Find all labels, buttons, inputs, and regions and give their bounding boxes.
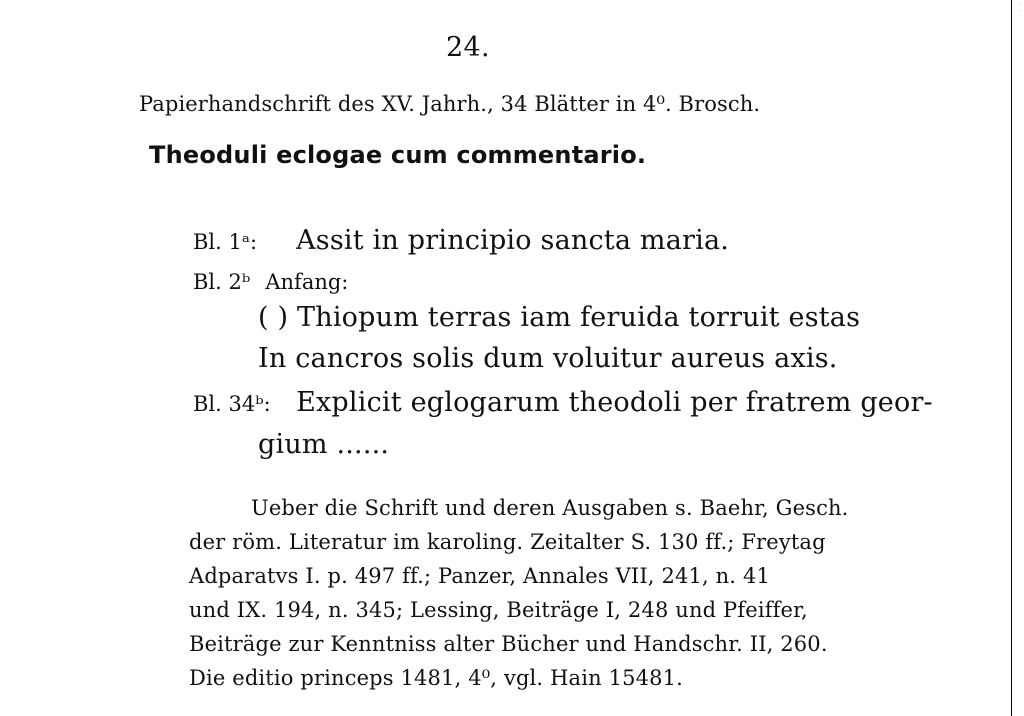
bibliographic-note xyxy=(189,491,967,695)
note-line: der röm. Literatur im karoling. Zeitalter S. 130 ff.; Freytag xyxy=(189,530,826,554)
note-line xyxy=(189,491,967,525)
note-line-text: Ueber die Schrift und deren Ausgaben s. Baehr, Gesch. xyxy=(251,496,849,520)
manuscript-metadata: Papierhandschrift des XV. Jahrh., 34 Blätter in 4⁰. Brosch. xyxy=(139,92,761,116)
entry-folio-1a xyxy=(193,225,729,256)
entry-text: Assit in principio sancta maria. xyxy=(296,225,730,256)
note-line: Beiträge zur Kenntniss alter Bücher und Handschr. II, 260. xyxy=(189,632,828,656)
poem-line-2: In cancros solis dum voluitur aureus axis. xyxy=(258,343,838,374)
edge-marks: · · xyxy=(1017,0,1021,15)
note-line: Die editio princeps 1481, 4⁰, vgl. Hain 15481. xyxy=(189,666,683,690)
scan-edge xyxy=(1011,0,1024,716)
poem-line-1: ( ) Thiopum terras iam feruida torruit estas xyxy=(258,302,861,333)
entry-reference: Bl. 34ᵇ: xyxy=(193,392,271,416)
entry-text: Explicit eglogarum theodoli per fratrem geor- xyxy=(296,387,933,418)
note-line: und IX. 194, n. 345; Lessing, Beiträge I, 248 und Pfeiffer, xyxy=(189,598,808,622)
entry-folio-34b xyxy=(193,387,933,418)
entry-label: Anfang: xyxy=(265,270,349,294)
page-number: 24. xyxy=(446,32,490,63)
entry-continuation: gium ...... xyxy=(258,429,390,460)
entry-reference: Bl. 2ᵇ xyxy=(193,270,251,294)
document-title: Theoduli eclogae cum commentario. xyxy=(149,141,647,169)
note-line: Adparatvs I. p. 497 ff.; Panzer, Annales VII, 241, n. 41 xyxy=(189,564,770,588)
entry-folio-2b xyxy=(193,270,348,294)
entry-reference: Bl. 1ᵃ: xyxy=(193,230,258,254)
